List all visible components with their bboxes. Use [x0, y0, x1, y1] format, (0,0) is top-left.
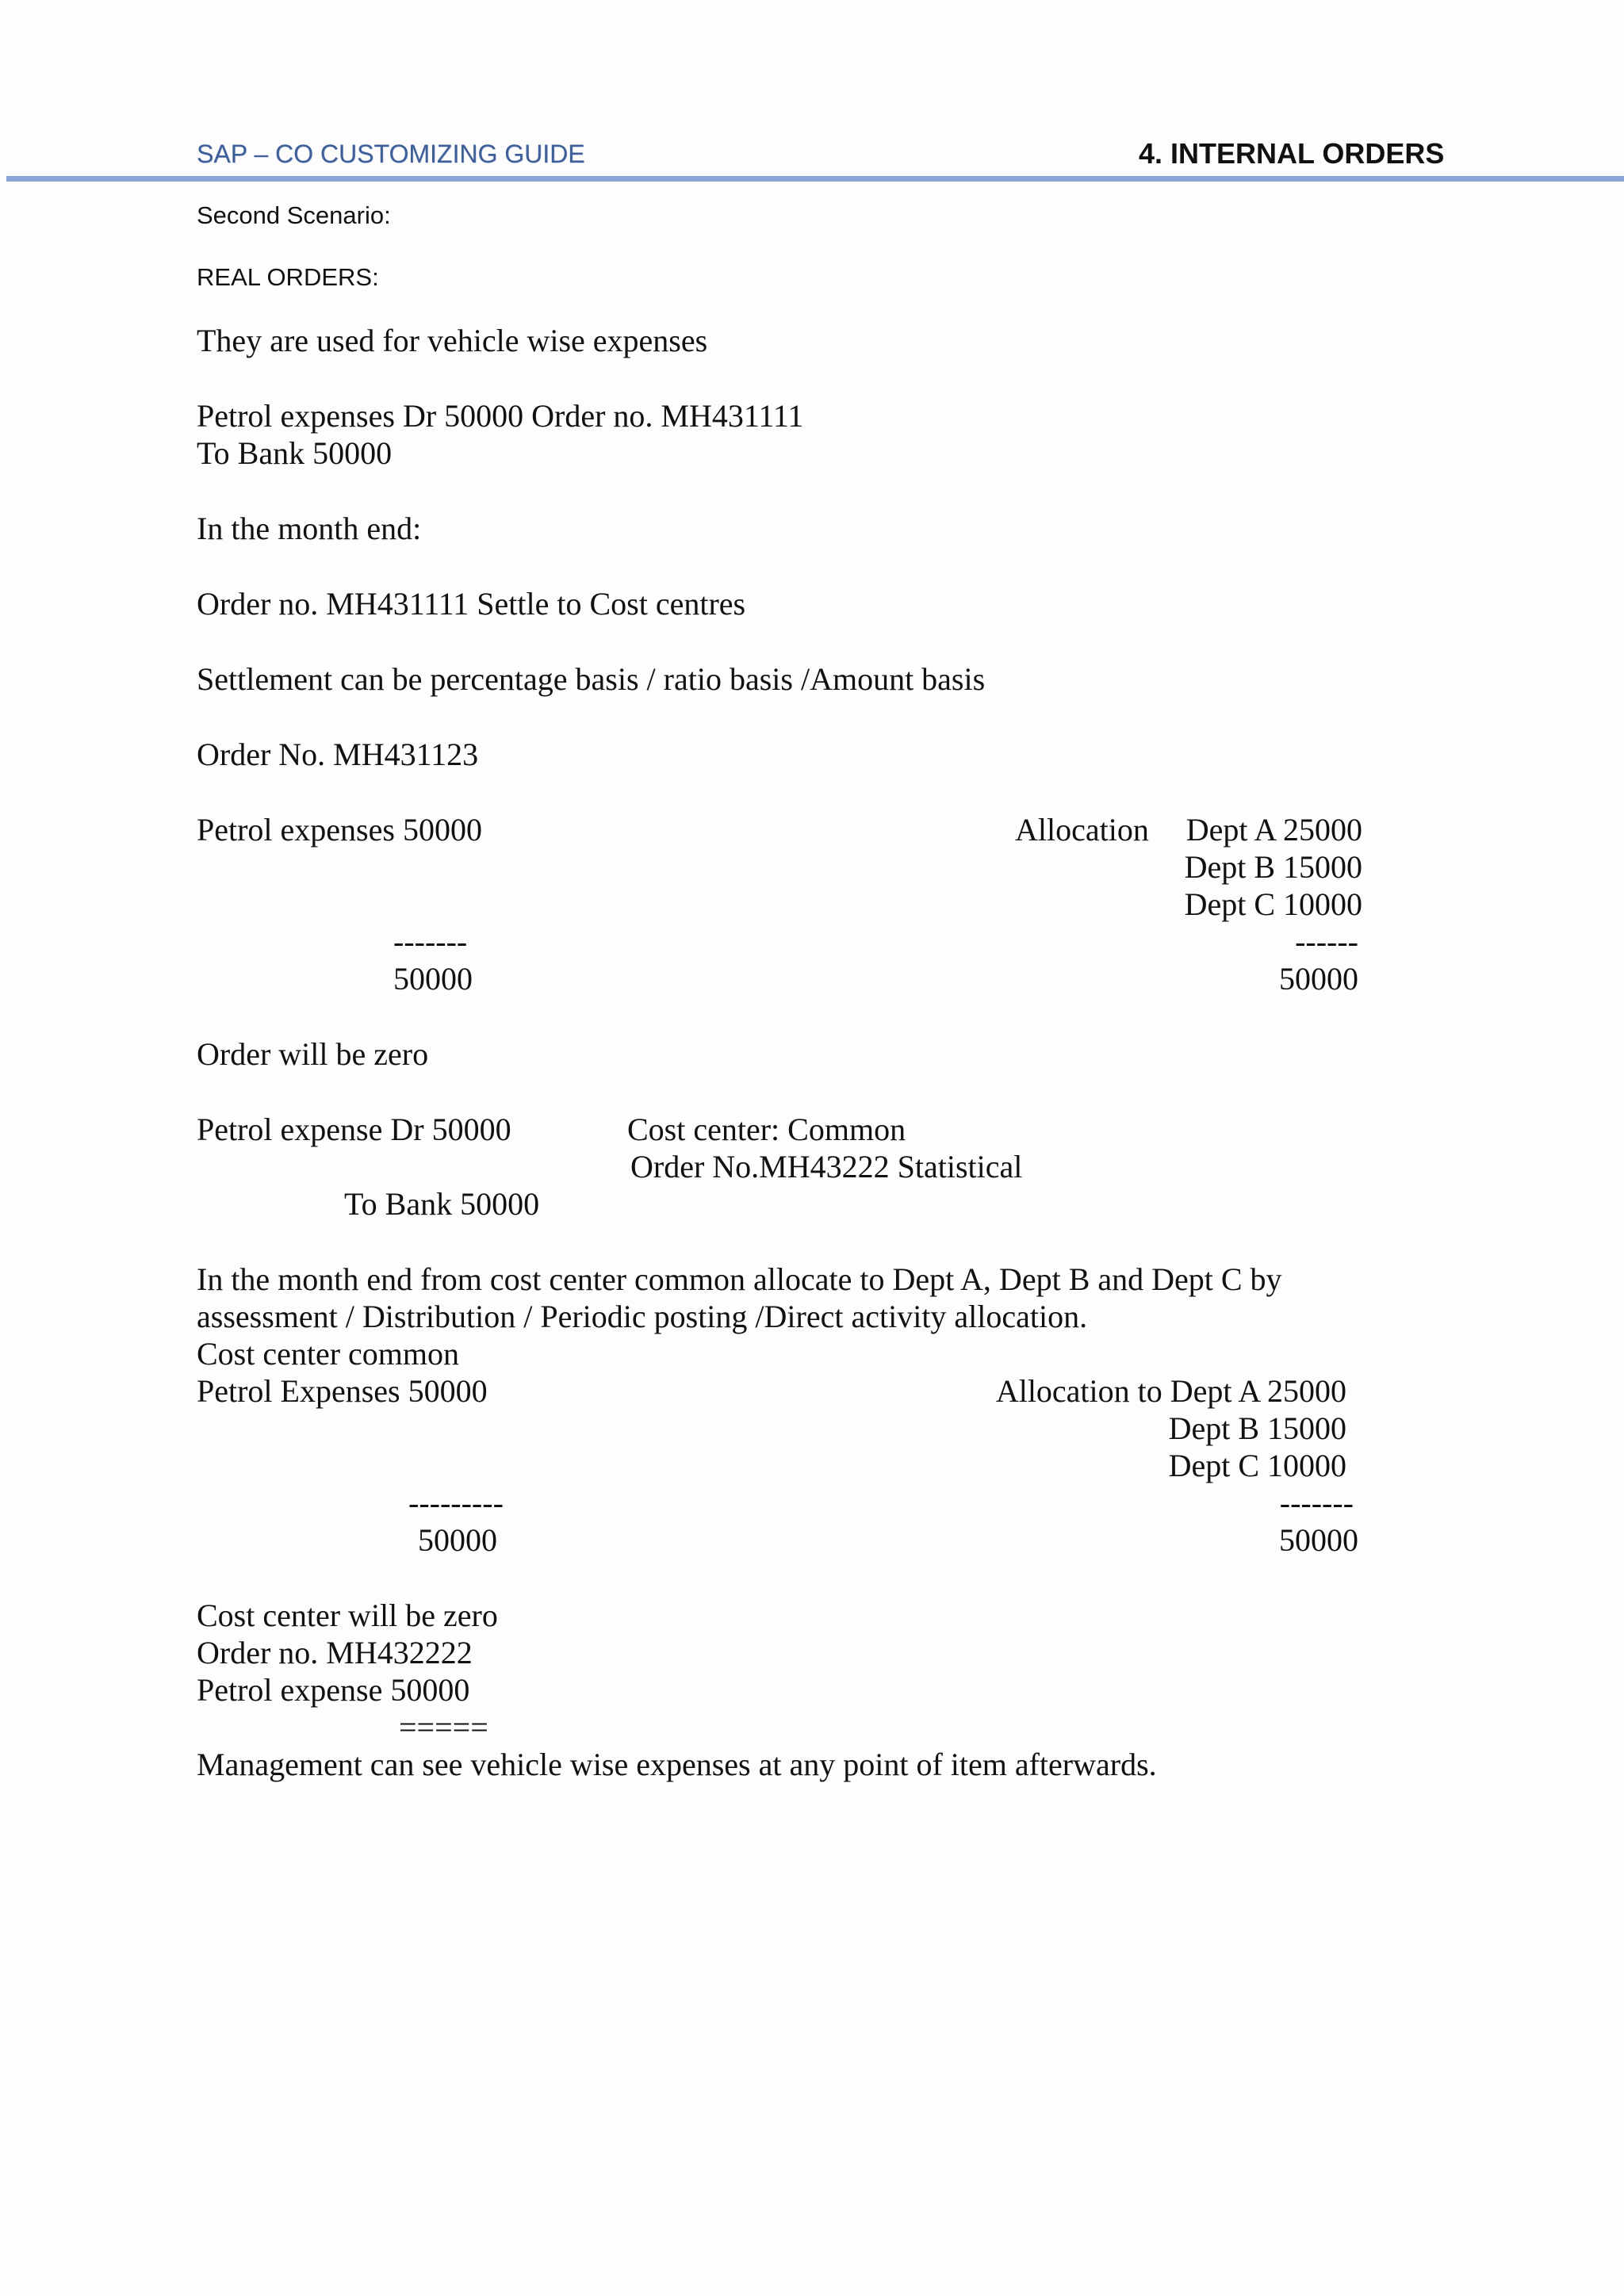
- allocation-source: Petrol Expenses 50000: [197, 1373, 488, 1409]
- text-line: Petrol expenses Dr 50000 Order no. MH431111: [197, 398, 804, 434]
- text-line: Petrol expense 50000: [197, 1672, 470, 1708]
- text-line: In the month end:: [197, 511, 422, 546]
- subtotal-rule: ---------: [408, 1485, 504, 1521]
- text-line: They are used for vehicle wise expenses: [197, 323, 708, 358]
- allocation-label: Allocation: [1015, 812, 1149, 848]
- subtotal-rule: -------: [1279, 1485, 1354, 1521]
- text-line: Order no. MH432222: [197, 1635, 473, 1670]
- subtotal-rule: ------: [1295, 924, 1358, 959]
- text-line: Cost center common: [197, 1336, 460, 1372]
- total-value: 50000: [1279, 1522, 1358, 1558]
- allocation-line: Dept B 15000: [1184, 849, 1362, 885]
- text-line: Order no. MH431111 Settle to Cost centres: [197, 586, 746, 622]
- scenario-label: Second Scenario:: [197, 201, 391, 229]
- posting-credit: To Bank 50000: [344, 1186, 540, 1222]
- header-chapter-title: 4. INTERNAL ORDERS: [1139, 137, 1445, 170]
- total-value: 50000: [393, 961, 473, 997]
- allocation-line: Dept C 10000: [1168, 1448, 1346, 1483]
- allocation-source: Petrol expenses 50000: [197, 812, 482, 848]
- allocation-line: Dept B 15000: [1168, 1410, 1346, 1446]
- text-line: Management can see vehicle wise expenses at any point of item afterwards.: [197, 1747, 1157, 1782]
- allocation-line: Dept A 25000: [1185, 812, 1362, 848]
- section-heading: REAL ORDERS:: [197, 263, 379, 291]
- total-value: 50000: [1279, 961, 1358, 997]
- total-value: 50000: [418, 1522, 497, 1558]
- posting-debit: Petrol expense Dr 50000: [197, 1112, 511, 1147]
- header-document-title: SAP – CO CUSTOMIZING GUIDE: [197, 140, 585, 168]
- text-line: To Bank 50000: [197, 435, 393, 471]
- text-line: Order will be zero: [197, 1036, 429, 1072]
- text-line: Cost center will be zero: [197, 1598, 498, 1633]
- allocation-line: Dept C 10000: [1184, 886, 1362, 922]
- text-line: Settlement can be percentage basis / ratio basis /Amount basis: [197, 661, 986, 697]
- text-line: In the month end from cost center common allocate to Dept A, Dept B and Dept C by: [197, 1261, 1282, 1297]
- text-line: assessment / Distribution / Periodic posting /Direct activity allocation.: [197, 1299, 1088, 1334]
- allocation-line: Allocation to Dept A 25000: [995, 1373, 1346, 1409]
- posting-order: Order No.MH43222 Statistical: [630, 1149, 1023, 1184]
- subtotal-rule: -------: [393, 924, 468, 959]
- double-underline: =====: [399, 1709, 488, 1745]
- header-divider: [6, 176, 1624, 182]
- text-line: Order No. MH431123: [197, 737, 479, 772]
- posting-cost-center: Cost center: Common: [627, 1112, 906, 1147]
